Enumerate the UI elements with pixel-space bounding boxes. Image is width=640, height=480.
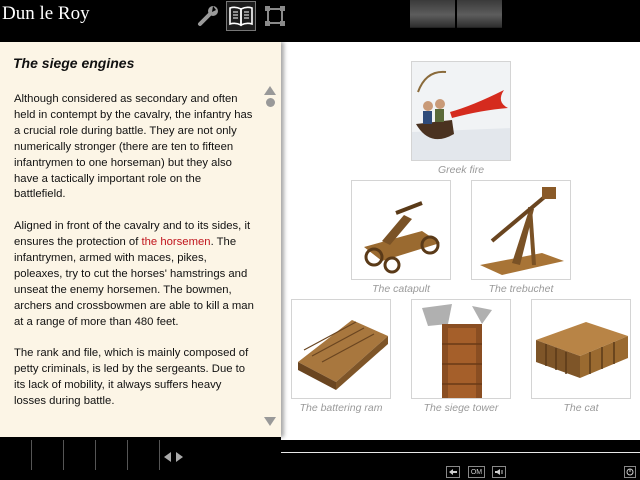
- inventory-bar: [0, 440, 160, 470]
- inventory-left-icon[interactable]: [164, 452, 171, 462]
- gallery-area: [281, 42, 640, 440]
- trebuchet-image[interactable]: [471, 180, 571, 280]
- article-paragraph: [14, 219, 254, 330]
- article-title: The siege engines: [13, 55, 135, 71]
- back-icon[interactable]: [446, 466, 460, 478]
- frame-icon[interactable]: [260, 1, 290, 31]
- scroll-up-icon[interactable]: [264, 86, 276, 95]
- sound-icon[interactable]: [492, 466, 506, 478]
- scene-thumbnail[interactable]: [457, 0, 502, 28]
- article-paragraph: [14, 346, 254, 410]
- battering-ram-image[interactable]: [291, 299, 391, 399]
- gallery-caption: The battering ram: [299, 402, 383, 414]
- horsemen-link[interactable]: the horsemen: [141, 236, 211, 249]
- inventory-slot[interactable]: [128, 440, 160, 470]
- scroll-down-icon[interactable]: [264, 417, 276, 426]
- paragraph-text: Aligned in front of the cavalry and to its sides, it ensures the protection of: [14, 220, 251, 249]
- text-panel: [0, 42, 281, 437]
- om-button[interactable]: OM: [468, 466, 485, 478]
- inventory-slot[interactable]: [96, 440, 128, 470]
- article-body: [14, 92, 254, 425]
- top-bar: [0, 0, 640, 32]
- scene-thumbnails: [410, 0, 502, 28]
- paragraph-text: Although considered as secondary and often held in contempt by the cavalry, the infantry has a crucial role during battle. They are not only numerically stronger (there are ten to fifteen infantrymen to one horseman) but they also have a tactically important role on the battlefield.: [14, 93, 253, 201]
- divider: [281, 452, 640, 453]
- catapult-image[interactable]: [351, 180, 451, 280]
- gallery-caption: The trebuchet: [488, 283, 554, 295]
- wrench-icon[interactable]: [194, 1, 224, 31]
- inventory-slot[interactable]: [0, 440, 32, 470]
- siege-tower-image[interactable]: [411, 299, 511, 399]
- gallery-caption: Greek fire: [437, 164, 485, 176]
- gallery-caption: The catapult: [372, 283, 430, 295]
- inventory-slot[interactable]: [64, 440, 96, 470]
- scrollbar-thumb[interactable]: [266, 98, 275, 107]
- cat-image[interactable]: [531, 299, 631, 399]
- inventory-right-icon[interactable]: [176, 452, 183, 462]
- gallery-caption: The cat: [563, 402, 599, 414]
- book-icon[interactable]: [226, 1, 256, 31]
- paragraph-text: . The infantrymen, armed with maces, pikes, poleaxes, try to cut the horses' hamstrings and unseat the enemy horsemen. The bowmen, archers and crossbowmen are able to kill a man at a range of more than 480 feet.: [14, 236, 254, 328]
- scene-thumbnail[interactable]: [410, 0, 455, 28]
- inventory-slot[interactable]: [32, 440, 64, 470]
- paragraph-text: The rank and file, which is mainly composed of petty criminals, is led by the sergeants. Due to its lack of mobility, it always suffers heavy losses during battle.: [14, 347, 249, 408]
- gallery-caption: The siege tower: [423, 402, 499, 414]
- app-title: Dun le Roy: [2, 3, 90, 24]
- article-paragraph: [14, 92, 254, 203]
- greek-fire-image[interactable]: [411, 61, 511, 161]
- quit-icon[interactable]: [624, 466, 636, 478]
